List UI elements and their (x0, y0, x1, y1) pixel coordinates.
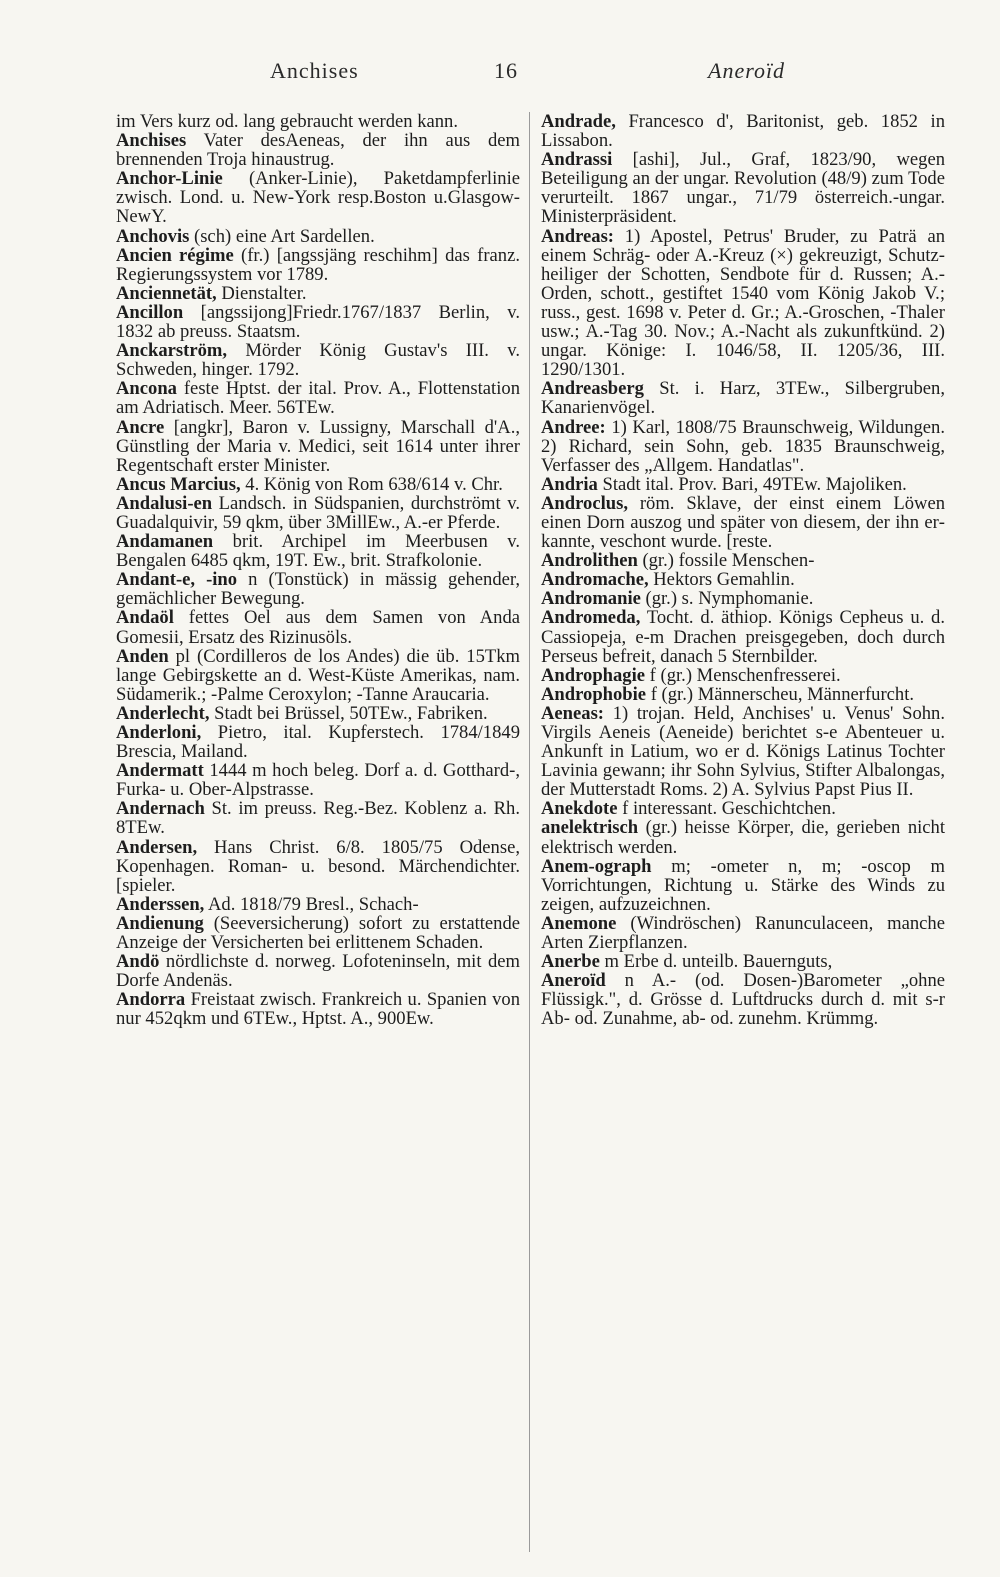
entry-headword: Anderloni, (116, 722, 202, 743)
dictionary-entry (541, 589, 945, 608)
dictionary-entry (116, 112, 520, 131)
entry-definition: (Seeversicherung) sofort zu erstattende Anzeige der Versicherten bei erlittenem Schaden. (116, 912, 520, 954)
entry-headword: Andienung (116, 912, 204, 934)
dictionary-entry (116, 799, 520, 837)
dictionary-entry (116, 418, 520, 475)
entry-definition: [ashi], Jul., Graf, 1823/90, wegen Beteiligung an der ungar. Revolution (48/9) zum Tode verurteilt. 1867 ungar., 71/79 österreich.-ungar. Ministerpräsident. (541, 149, 945, 228)
dictionary-entry (116, 131, 520, 169)
entry-definition: [angkr], Baron v. Lussigny, Marschall d'A., Günstling der Maria v. Medici, seit 1614 unter ihrer Regentschaft erster Minister. (116, 416, 520, 476)
dictionary-entry (116, 895, 520, 914)
dictionary-entry (541, 685, 945, 704)
entry-definition: f interessant. Geschichtchen. (617, 798, 836, 820)
dictionary-entry (541, 971, 945, 1028)
dictionary-entry (116, 838, 520, 895)
entry-headword: Anchovis (116, 225, 190, 247)
dictionary-entry (116, 990, 520, 1028)
entry-definition: m; -ometer n, m; -oscop m Vorrichtungen, Richtung u. Stärke des Winds zu zeigen, aufzuzeichnen. (541, 855, 945, 915)
dictionary-entry (116, 341, 520, 379)
entry-headword: anelektrisch (541, 817, 639, 839)
entry-definition: Vater desAeneas, der ihn aus dem brennenden Troja hinaustrug. (116, 130, 520, 171)
entry-headword: Ancien régime (116, 244, 234, 266)
dictionary-entry (541, 570, 945, 589)
entry-definition: Stadt ital. Prov. Bari, 49TEw. Majoliken. (597, 473, 907, 495)
entry-headword: Androphobie (541, 683, 647, 705)
dictionary-entry (116, 761, 520, 799)
entry-definition: röm. Sklave, der einst einem Löwen einen Dorn auszog und später von diesem, der ihn erkannte, veschont wurde. [reste. (541, 492, 945, 553)
dictionary-entry (116, 494, 520, 532)
dictionary-entry (116, 952, 520, 990)
entry-headword: Andersen, (116, 836, 198, 858)
entry-headword: Andromeda, (541, 607, 641, 629)
entry-definition: fettes Oel aus dem Samen von Anda Gomesii, Ersatz des Rizinusöls. (116, 607, 520, 648)
entry-definition: Hektors Gemahlin. (648, 569, 795, 591)
dictionary-entry (116, 570, 520, 608)
entry-definition: n A.- (od. Dosen-)Barometer „ohne Flüssigk.", d. Grösse d. Luftdrucks durch d. mit s-r Ab- od. Zunahme, ab- od. zunehm. Krümmg. (541, 970, 945, 1030)
entry-definition: (gr.) s. Nymphomanie. (640, 588, 814, 610)
dictionary-entry (116, 169, 520, 226)
entry-headword: Anemone (541, 912, 617, 934)
entry-headword: Anderlecht, (116, 702, 210, 724)
entry-definition: pl (Cordilleros de los Andes) die üb. 15Tkm lange Gebirgskette an d. West-Küste Amerikas, nam. Südamerik.; -Palme Ceroxylon; -Tanne Araucaria. (116, 645, 520, 705)
entry-headword: Androlithen (541, 550, 638, 572)
dictionary-entry (541, 857, 945, 914)
entry-headword: Andrassi (541, 149, 613, 171)
entry-headword: Aeneas: (541, 702, 604, 724)
entry-definition: 1) Karl, 1808/75 Braunschweig, Wildungen. 2) Richard, sein Sohn, geb. 1835 Braunschweig, Verfasser des „Allgem. Handatlas". (541, 416, 945, 476)
entry-definition: m Erbe d. unteilb. Bauernguts, (599, 951, 833, 973)
entry-headword: Andamanen (116, 531, 214, 553)
dictionary-entry (116, 475, 520, 494)
dictionary-entry (541, 608, 945, 665)
entry-headword: Andalusi-en (116, 492, 213, 514)
entry-headword: Andö (116, 951, 160, 973)
entry-definition: (sch) eine Art Sardellen. (189, 225, 375, 247)
entry-definition: [angssijong]Friedr.1767/1837 Berlin, v. 1832 ab preuss. Staatsm. (116, 301, 520, 343)
entry-definition: Tocht. d. äthiop. Königs Cepheus u. d. Cassiopeja, e-m Drachen preisgegeben, doch durch Perseus befreit, danach 5 Sternbilder. (541, 607, 945, 667)
entry-headword: Anem-ograph (541, 855, 652, 877)
entry-definition: Ad. 1818/79 Bresl., Schach- (204, 893, 419, 915)
header-guide-word-left: Anchises (270, 58, 359, 83)
entry-headword: Anderssen, (116, 893, 205, 915)
right-column (541, 112, 945, 1552)
dictionary-entry (541, 666, 945, 685)
entry-headword: Androphagie (541, 664, 646, 686)
dictionary-entry (541, 914, 945, 952)
entry-definition: St. im preuss. Reg.-Bez. Koblenz a. Rh. 8TEw. (116, 798, 520, 839)
left-column (116, 112, 520, 1552)
entry-headword: Andorra (116, 989, 186, 1011)
entry-headword: Ancillon (116, 301, 184, 323)
dictionary-entry (116, 532, 520, 570)
entry-definition: (gr.) fossile Menschen- (637, 550, 815, 572)
dictionary-entry (116, 704, 520, 723)
entry-headword: Androclus, (541, 492, 628, 514)
entry-headword: Andromanie (541, 588, 641, 610)
entry-headword: Ancus Marcius, (116, 473, 241, 495)
entry-definition: brit. Archipel im Meerbusen v. Bengalen 6485 qkm, 19T. Ew., brit. Strafkolonie. (116, 531, 520, 572)
entry-definition: 1) Apostel, Petrus' Bruder, zu Paträ an einem Schräg- oder A.-Kreuz (×) gekreuzigt, Schutzheiliger der Schotten, Sendbote für d. Russen; A.-Orden, schott., gestiftet 1540 vom König Jakob V.; russ., gest. 1698 v. Peter d. Gr.; A.-Groschen, -Thaler usw.; A.-Tag 30. Nov.; A.-Nacht als zukunftkünd. 2) ungar. Könige: I. 1046/58, II. 1205/36, III. 1290/1301. (541, 225, 945, 381)
dictionary-entry (541, 494, 945, 551)
entry-definition: Pietro, ital. Kupferstech. 1784/1849 Brescia, Mailand. (116, 722, 520, 763)
dictionary-entry (541, 150, 945, 226)
entry-definition: 1) trojan. Held, Anchises' u. Venus' Sohn. Virgils Aeneis (Aeneide) berichtet s-e Abenteuer u. Ankunft in Latium, wo er d. Königs Latinus Tochter Lavinia gewann; ihr Sohn Sylvius, Stifter Albalongas, der Mutterstadt Roms. 2) A. Sylvius Papst Pius II. (541, 702, 945, 801)
entry-definition: Mörder König Gustav's III. v. Schweden, hinger. 1792. (116, 340, 520, 381)
dictionary-entry (116, 303, 520, 341)
entry-headword: Anciennetät, (116, 282, 217, 304)
dictionary-entry (541, 379, 945, 417)
entry-headword: Andant-e, -ino (116, 569, 238, 591)
dictionary-entry (541, 799, 945, 818)
dictionary-entry (541, 551, 945, 570)
entry-headword: Andreasberg (541, 378, 644, 400)
entry-definition: nördlichste d. norweg. Lofoteninseln, mit dem Dorfe Andenäs. (116, 951, 520, 992)
entry-headword: Andrade, (541, 111, 616, 132)
entry-definition: Freistaat zwisch. Frankreich u. Spanien von nur 452qkm und 6TEw., Hptst. A., 900Ew. (116, 989, 520, 1030)
entry-headword: Andromache, (541, 569, 649, 591)
entry-definition: (fr.) [angssjäng reschihm] das franz. Regierungssystem vor 1789. (116, 244, 521, 285)
header-guide-word-right: Aneroïd (708, 58, 786, 83)
entry-headword: Andernach (116, 798, 205, 820)
page-header (0, 58, 1000, 90)
entry-headword: Andreas: (541, 225, 615, 247)
entry-headword: Anekdote (541, 798, 618, 820)
entry-definition: Hans Christ. 6/8. 1805/75 Odense, Kopenhagen. Roman- u. besond. Märchendichter. [spieler. (116, 836, 520, 896)
entry-definition: Dienstalter. (216, 282, 307, 304)
dictionary-entry (116, 284, 520, 303)
entry-definition: (Windröschen) Ranunculaceen, manche Arten Zierpflanzen. (541, 912, 945, 954)
entry-headword: Andaöl (116, 607, 174, 629)
entry-headword: Anerbe (541, 951, 600, 973)
dictionary-entry (541, 818, 945, 856)
dictionary-entry (116, 723, 520, 761)
entry-definition: 1444 m hoch beleg. Dorf a. d. Gotthard-, Furka- u. Ober-Alpstrasse. (116, 760, 520, 801)
entry-definition: im Vers kurz od. lang gebraucht werden kann. (116, 111, 458, 132)
page-number: 16 (494, 58, 518, 83)
entry-headword: Andree: (541, 416, 606, 438)
entry-headword: Andria (541, 473, 598, 495)
entry-definition: feste Hptst. der ital. Prov. A., Flottenstation am Adriatisch. Meer. 56TEw. (116, 378, 520, 419)
dictionary-entry (541, 475, 945, 494)
entry-headword: Anchises (116, 130, 187, 152)
dictionary-entry (116, 914, 520, 952)
dictionary-entry (541, 227, 945, 380)
entry-definition: St. i. Harz, 3TEw., Silbergruben, Kanarienvögel. (541, 378, 945, 419)
entry-headword: Ancona (116, 378, 177, 400)
column-divider (529, 112, 530, 1552)
entry-definition: n (Tonstück) in mässig gehender, gemächlicher Bewegung. (116, 569, 520, 610)
dictionary-entry (116, 608, 520, 646)
entry-definition: f (gr.) Menschenfresserei. (645, 664, 841, 686)
entry-definition: 4. König von Rom 638/614 v. Chr. (240, 473, 503, 495)
dictionary-entry (541, 952, 945, 971)
dictionary-entry (541, 704, 945, 799)
entry-definition: (Anker-Linie), Paketdampferlinie zwisch. Lond. u. New-York resp.Boston u.Glasgow-NewY. (116, 168, 520, 228)
entry-definition: Landsch. in Südspanien, durchströmt v. Guadalquivir, 59 qkm, über 3MillEw., A.-er Pferde. (116, 492, 520, 533)
dictionary-entry (541, 418, 945, 475)
dictionary-entry (541, 112, 945, 150)
dictionary-entry (116, 227, 520, 246)
entry-headword: Ancre (116, 416, 165, 438)
entry-headword: Aneroïd (541, 970, 606, 992)
entry-definition: Stadt bei Brüssel, 50TEw., Fabriken. (209, 702, 488, 724)
entry-headword: Anckarström, (116, 340, 228, 362)
entry-headword: Anchor-Linie (116, 168, 223, 190)
dictionary-entry (116, 379, 520, 417)
entry-headword: Anden (116, 645, 169, 667)
entry-headword: Andermatt (116, 760, 204, 782)
entry-definition: (gr.) heisse Körper, die, gerieben nicht elektrisch werden. (541, 817, 945, 858)
entry-definition: f (gr.) Männerscheu, Männerfurcht. (646, 683, 915, 705)
dictionary-entry (116, 647, 520, 704)
dictionary-entry (116, 246, 520, 284)
entry-definition: Francesco d', Baritonist, geb. 1852 in Lissabon. (541, 111, 945, 152)
